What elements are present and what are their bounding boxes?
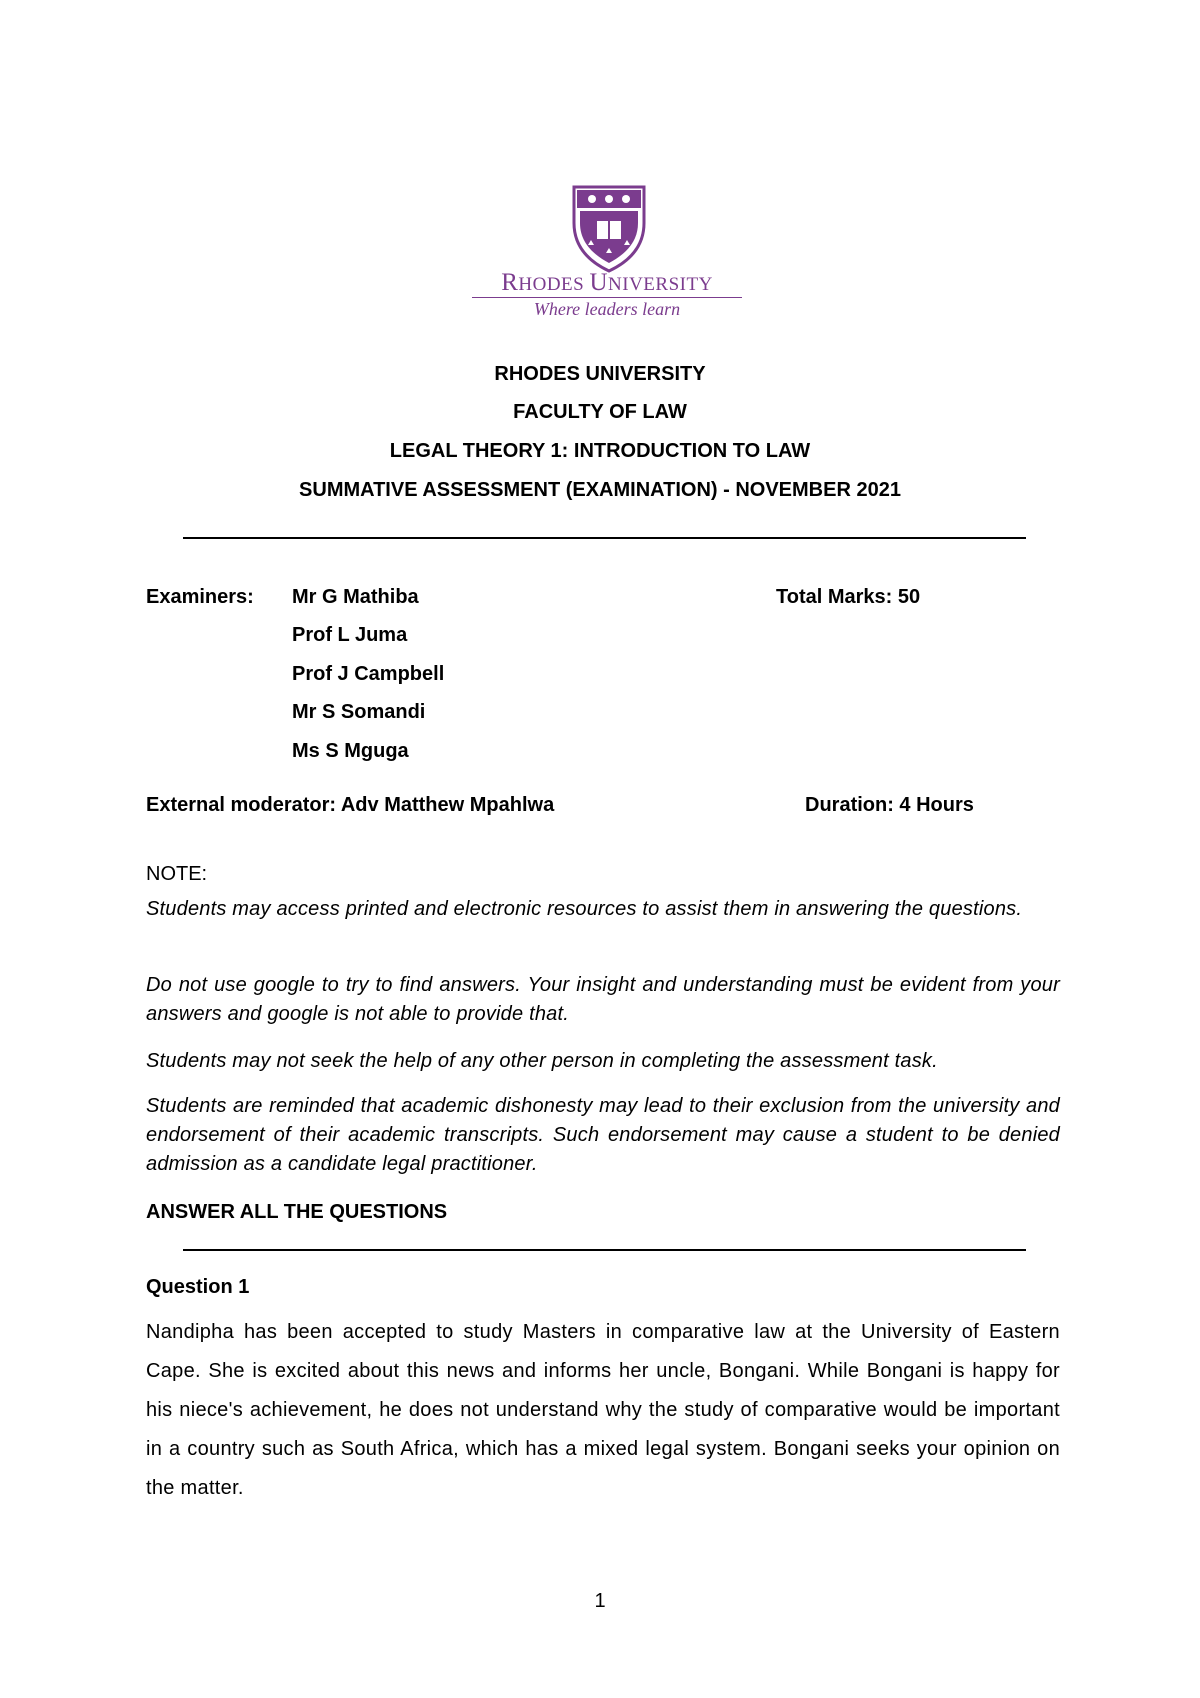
examiner-name: Ms S Mguga (292, 740, 409, 762)
examiner-name: Mr G Mathiba (292, 586, 419, 608)
header-university: RHODES UNIVERSITY (494, 363, 706, 385)
divider-bottom (183, 1249, 1026, 1251)
question-title: Question 1 (146, 1276, 250, 1298)
examiner-name: Prof J Campbell (292, 663, 445, 685)
note-label: NOTE: (146, 863, 208, 885)
logo-tagline: Where leaders learn (533, 299, 681, 319)
duration: Duration: 4 Hours (805, 794, 974, 816)
external-moderator: External moderator: Adv Matthew Mpahlwa (146, 794, 555, 816)
note-item: Students may not seek the help of any other person in completing the assessment task. (146, 1050, 938, 1072)
logo-rule (472, 297, 742, 298)
note-item: Do not use google to try to find answers. Your insight and understanding must be evident from your answers and google is not able to provide that. (146, 974, 1060, 1025)
examiner-name: Mr S Somandi (292, 701, 426, 723)
header-faculty: FACULTY OF LAW (513, 401, 687, 423)
note-item: Students may access printed and electronic resources to assist them in answering the questions. (146, 898, 1023, 920)
divider-top (183, 537, 1026, 539)
page-number: 1 (594, 1590, 606, 1612)
crest-icon (570, 183, 648, 273)
header-course: LEGAL THEORY 1: INTRODUCTION TO LAW (389, 440, 811, 462)
note-item: Students are reminded that academic dishonesty may lead to their exclusion from the university and endorsement of their academic transcripts. Such endorsement may cause a student to be denied admission as a candidate legal practitioner. (146, 1095, 1060, 1175)
question-text: Nandipha has been accepted to study Masters in comparative law at the University of Eastern Cape. She is excited about this news and informs her uncle, Bongani. While Bongani is happy for his niece's achievement, he does not understand why the study of comparative would be important in a country such as South Africa, which has a mixed legal system. Bongani seeks your opinion on the matter. (146, 1321, 1060, 1499)
examiner-name: Prof L Juma (292, 624, 408, 646)
header-assessment: SUMMATIVE ASSESSMENT (EXAMINATION) - NOVEMBER 2021 (299, 479, 901, 501)
examiners-label: Examiners: (146, 586, 254, 608)
logo-wordmark: RHODES UNIVERSITY (501, 269, 713, 296)
instruction: ANSWER ALL THE QUESTIONS (146, 1201, 448, 1223)
university-logo (472, 183, 742, 323)
total-marks: Total Marks: 50 (776, 586, 921, 608)
